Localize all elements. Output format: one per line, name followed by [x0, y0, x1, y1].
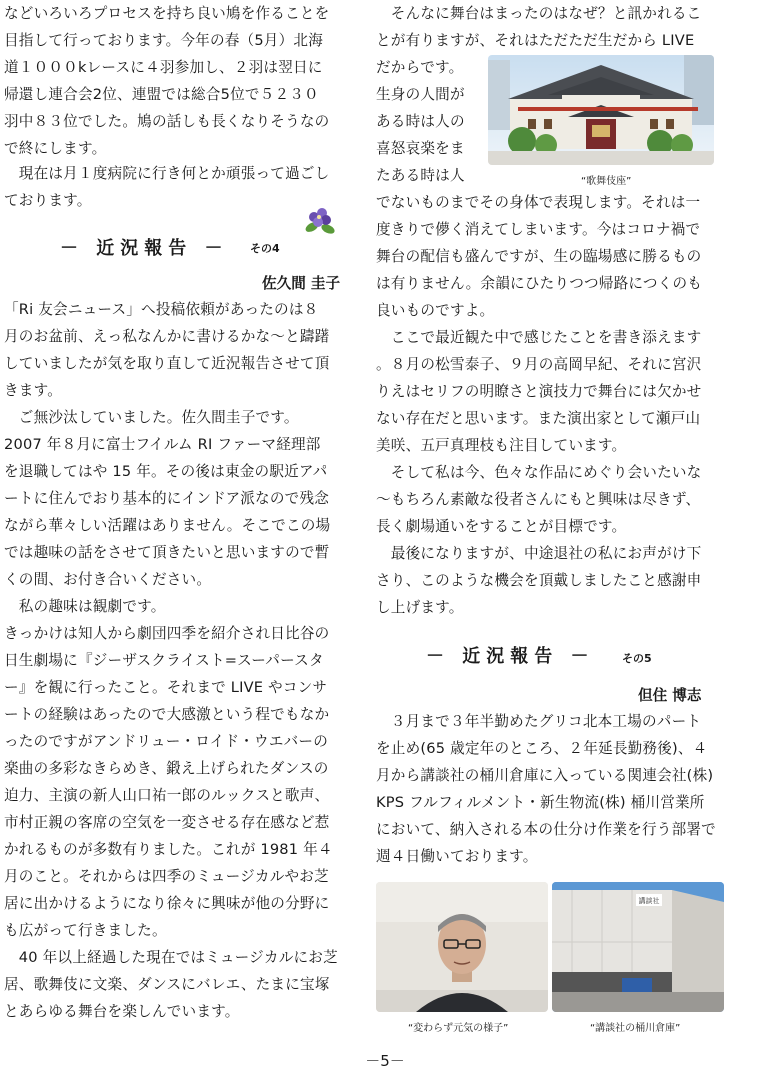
body-line: 私の趣味は観劇です。 — [4, 598, 166, 615]
body-line: 現在は月１度病院に行き何とか頑張って過ごし — [4, 165, 330, 182]
body-line: において、納入される本の仕分け作業を行う部署で — [376, 821, 716, 838]
body-line: 月から講談社の桶川倉庫に入っている関連会社(株) — [376, 767, 714, 784]
body-line: きっかけは知人から劇団四季を紹介され日比谷の — [4, 625, 330, 642]
body-line: 喜怒哀楽をま — [376, 140, 465, 157]
kabukiza-photo — [488, 55, 714, 165]
warehouse-caption: “講談社の桶川倉庫” — [590, 1023, 681, 1034]
body-line: 月のこと。それからは四季のミュージカルやお芝 — [4, 868, 329, 885]
body-line: ない存在だと思います。また演出家として瀬戸山 — [376, 410, 701, 427]
body-line: 居に出かけるようになり徐々に興味が他の分野に — [4, 895, 330, 912]
body-line: 帰還し連合会2位、連盟では総合5位で５２３０ — [4, 86, 319, 103]
body-line: かれるものが多数有りました。これが 1981 年４ — [4, 841, 333, 858]
body-line: 目指して行っております。今年の春（5月）北海 — [4, 32, 323, 49]
body-line: さり、このような機会を頂戴しましたこと感謝申 — [376, 572, 702, 589]
body-line: ～もちろん素敵な役者さんにもと興味は尽きず、 — [376, 491, 701, 508]
body-line: ております。 — [4, 192, 92, 209]
body-line: 楽曲の多彩なきらめき、鍛え上げられたダンスの — [4, 760, 329, 777]
body-line: 生身の人間が — [376, 86, 465, 103]
body-line: 良いものですよ。 — [376, 302, 495, 319]
flower-icon — [302, 205, 338, 239]
body-line: 市村正親の客席の空気を一変させる存在感など惹 — [4, 814, 330, 831]
body-line: そして私は今、色々な作品にめぐり会いたいな — [376, 464, 702, 481]
body-line: とあらゆる舞台を楽しんでいます。 — [4, 1003, 240, 1020]
body-line: 道１０００kレースに４羽参加し、２羽は翌日に — [4, 59, 323, 76]
body-line: ながら華々しい活躍はありません。そこでこの場 — [4, 517, 331, 534]
body-line: も広がって行きました。 — [4, 922, 167, 939]
body-line: たある時は人 — [376, 167, 465, 184]
body-line: KPS フルフィルメント・新生物流(株) 桶川営業所 — [376, 794, 705, 811]
body-line: 美咲、五戸真理枝も注目しています。 — [376, 437, 627, 454]
body-line: 「Ri 友会ニュース」へ投稿依頼があったのは８ — [4, 301, 319, 318]
body-line: 迫力、主演の新人山口祐一郎のルックスと歌声、 — [4, 787, 330, 804]
body-line: 舞台の配信も盛んですが、生の臨場感に勝るもの — [376, 248, 702, 265]
body-line: 羽中８３位でした。鳩の話しも長くなりそうなの — [4, 113, 330, 130]
body-line: では趣味の話をさせて頂きたいと思いますので暫 — [4, 544, 330, 561]
portrait-caption: “変わらず元気の様子” — [408, 1023, 509, 1034]
body-line: ご無沙汰していました。佐久間圭子です。 — [4, 409, 299, 426]
warehouse-photo — [552, 882, 724, 1012]
body-line: 。８月の松雪泰子、９月の高岡早紀、それに宮沢 — [376, 356, 702, 373]
body-line: ートの経験はあったので大感激という程でもなか — [4, 706, 330, 723]
body-line: きます。 — [4, 382, 63, 399]
body-line: で終にします。 — [4, 140, 107, 157]
body-line: 長く劇場通いをすることが目標です。 — [376, 518, 627, 535]
body-line: りえはセリフの明瞭さと演技力で舞台には欠かせ — [376, 383, 702, 400]
body-line: だからです。 — [376, 59, 464, 76]
report-number: その5 — [622, 652, 652, 665]
body-line: を退職してはや 15 年。その後は東金の駅近アパ — [4, 463, 328, 480]
body-line: 週４日働いております。 — [376, 848, 538, 865]
body-line: ここで最近観た中で感じたことを書き添えます — [376, 329, 702, 346]
body-line: 40 年以上経過した現在ではミュージカルにお芝 — [4, 949, 338, 966]
body-line: くの間、お付き合いください。 — [4, 571, 212, 588]
body-line: などいろいろプロセスを持ち良い鳩を作ることを — [4, 5, 330, 22]
body-line: し上げます。 — [376, 599, 464, 616]
portrait-photo — [376, 882, 548, 1012]
report-heading: － 近況報告 － — [426, 646, 595, 667]
body-line: 度きりで儚く消えてしまいます。今はコロナ禍で — [376, 221, 701, 238]
body-line: を止め(65 歳定年のところ、２年延長勤務後)、４ — [376, 740, 708, 757]
body-line: 最後になりますが、中途退社の私にお声がけ下 — [376, 545, 702, 562]
body-line: でないものまでその身体で表現します。それは一 — [376, 194, 701, 211]
page-number: －5－ — [365, 1052, 405, 1070]
author-name: 但住 博志 — [638, 687, 702, 704]
kabukiza-caption: “歌舞伎座” — [581, 176, 632, 187]
body-line: そんなに舞台はまったのはなぜ？と訊かれるこ — [376, 5, 702, 22]
body-line: していましたが気を取り直して近況報告させて頂 — [4, 355, 330, 372]
body-line: 居、歌舞伎に文楽、ダンスにバレエ、たまに宝塚 — [4, 976, 330, 993]
body-line: ー』を観に行ったこと。それまで LIVE やコンサ — [4, 679, 328, 696]
body-line: は有りません。余韻にひたりつつ帰路につくのも — [376, 275, 703, 292]
body-line: とが有りますが、それはただただ生だから LIVE — [376, 32, 695, 49]
report-heading: － 近況報告 － — [60, 238, 229, 259]
body-line: ったのですがアンドリュー・ロイド・ウエバーの — [4, 733, 329, 750]
author-name: 佐久間 圭子 — [262, 275, 341, 292]
body-line: ある時は人の — [376, 113, 465, 130]
body-line: 月のお盆前、えっ私なんかに書けるかな～と躊躇 — [4, 328, 330, 345]
body-line: ３月まで３年半勤めたグリコ北本工場のパート — [376, 713, 702, 730]
body-line: ートに住んでおり基本的にインドア派なので残念 — [4, 490, 330, 507]
warehouse-sign: 講談社 — [638, 897, 660, 905]
report-number: その4 — [250, 242, 280, 255]
body-line: 2007 年８月に富士フイルム RI ファーマ経理部 — [4, 436, 321, 453]
body-line: 日生劇場に『ジーザスクライスト=スーパースタ — [4, 652, 324, 669]
